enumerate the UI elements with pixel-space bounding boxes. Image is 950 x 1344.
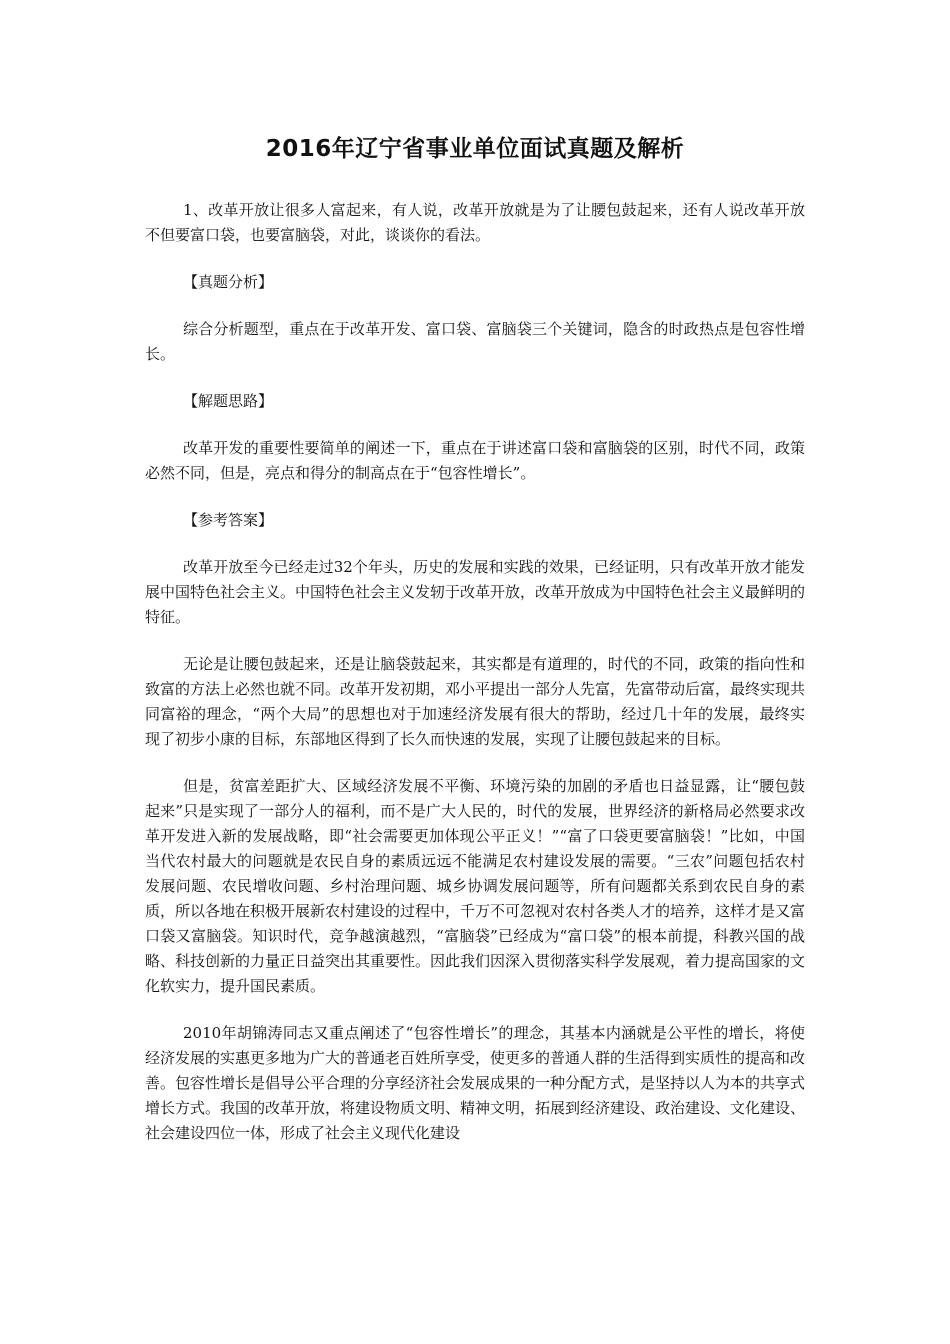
analysis-paragraph: 综合分析题型，重点在于改革开发、富口袋、富脑袋三个关键词，隐含的时政热点是包容性增长。 [145,320,805,363]
question-paragraph: 1、改革开放让很多人富起来，有人说，改革开放就是为了让腰包鼓起来，还有人说改革开放不但要富口袋，也要富脑袋，对此，谈谈你的看法。 [145,201,805,244]
answer-paragraph: 但是，贫富差距扩大、区域经济发展不平衡、环境污染的加剧的矛盾也日益显露，让“腰包鼓起来”只是实现了一部分人的福利，而不是广大人民的，时代的发展，世界经济的新格局必然要求改革开发进入新的发展战略，即“社会需要更加体现公平正义！”“富了口袋更要富脑袋！”比如，中国当代农村最大的问题就是农民自身的素质远远不能满足农村建设发展的需要。“三农”问题包括农村发展问题、农民增收问题、乡村治理问题、城乡协调发展问题等，所有问题都关系到农民自身的素质，所以各地在积极开展新农村建设的过程中，千万不可忽视对农村各类人才的培养，这样才是又富口袋又富脑袋。知识时代，竞争越演越烈，“富脑袋”已经成为“富口袋”的根本前提，科教兴国的战略、科技创新的力量正日益突出其重要性。因此我们因深入贯彻落实科学发展观，着力提高国家的文化软实力，提升国民素质。 [145,777,806,995]
approach-heading: 【解题思路】 [183,392,274,410]
answer-paragraph: 无论是让腰包鼓起来，还是让脑袋鼓起来，其实都是有道理的，时代的不同，政策的指向性和致富的方法上必然也就不同。改革开发初期，邓小平提出一部分人先富，先富带动后富，最终实现共同富裕的理念，“两个大局”的思想也对于加速经济发展有很大的帮助，经过几十年的发展，最终实现了初步小康的目标，东部地区得到了长久而快速的发展，实现了让腰包鼓起来的目标。 [145,655,806,748]
answer-paragraph: 改革开放至今已经走过32个年头，历史的发展和实践的效果，已经证明，只有改革开放才能发展中国特色社会主义。中国特色社会主义发轫于改革开放，改革开放成为中国特色社会主义最鲜明的特征。 [145,558,806,626]
analysis-heading: 【真题分析】 [183,273,274,291]
answer-heading: 【参考答案】 [183,511,274,529]
answer-paragraph: 2010年胡锦涛同志又重点阐述了“包容性增长”的理念，其基本内涵就是公平性的增长，将使经济发展的实惠更多地为广大的普通老百姓所享受，使更多的普通人群的生活得到实质性的提高和改善。包容性增长是倡导公平合理的分享经济社会发展成果的一种分配方式，是坚持以人为本的共享式增长方式。我国的改革开放，将建设物质文明、精神文明，拓展到经济建设、政治建设、文化建设、社会建设四位一体，形成了社会主义现代化建设 [145,1024,806,1142]
approach-paragraph: 改革开发的重要性要简单的阐述一下，重点在于讲述富口袋和富脑袋的区别，时代不同，政策必然不同，但是，亮点和得分的制高点在于“包容性增长”。 [145,439,805,482]
document-title: 2016年辽宁省事业单位面试真题及解析 [265,136,685,162]
document-body [145,198,805,1168]
